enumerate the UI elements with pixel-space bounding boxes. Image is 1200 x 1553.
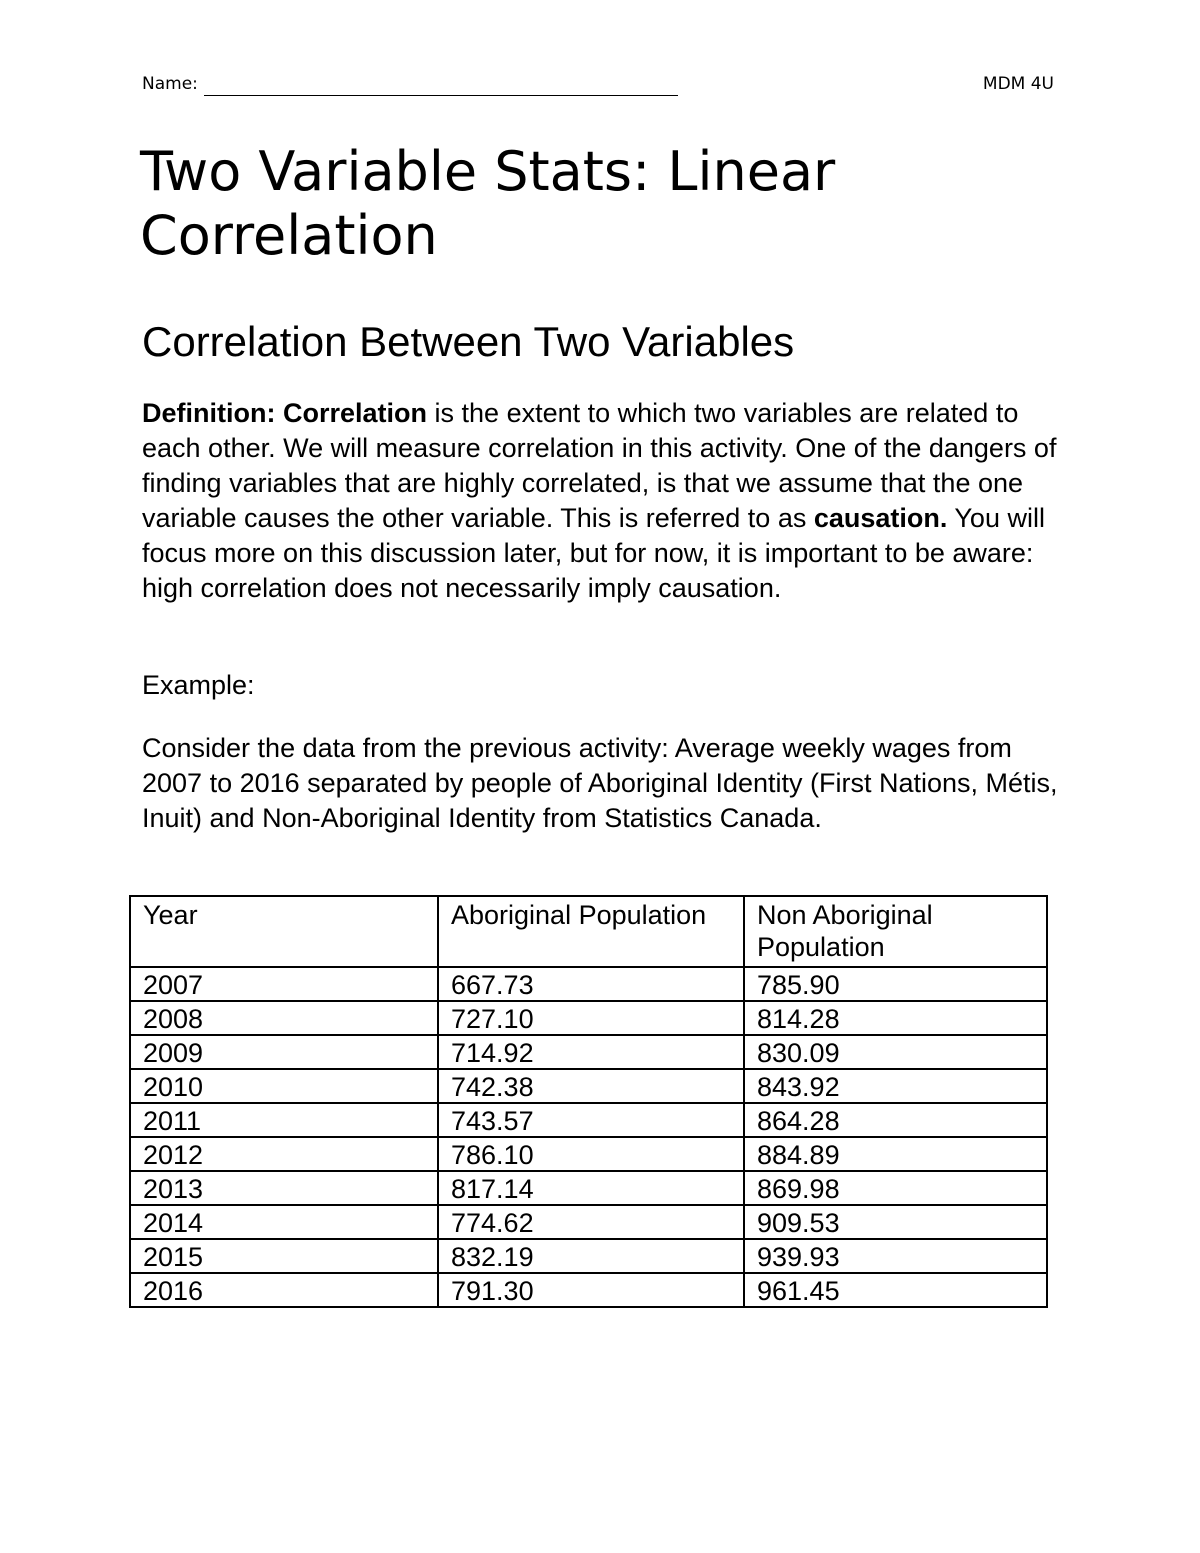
year-cell: 2016: [130, 1273, 438, 1307]
table-row: [130, 1239, 1047, 1273]
non-aboriginal-cell: 814.28: [744, 1001, 1047, 1035]
aboriginal-cell: 727.10: [438, 1001, 744, 1035]
year-cell: 2010: [130, 1069, 438, 1103]
page-header: [142, 74, 1054, 102]
definition-paragraph: [142, 396, 1062, 606]
non-aboriginal-cell: 961.45: [744, 1273, 1047, 1307]
non-aboriginal-cell: 909.53: [744, 1205, 1047, 1239]
table-row: [130, 1137, 1047, 1171]
non-aboriginal-cell: 864.28: [744, 1103, 1047, 1137]
non-aboriginal-cell: 884.89: [744, 1137, 1047, 1171]
table-row: [130, 1035, 1047, 1069]
section-heading: Correlation Between Two Variables: [142, 318, 795, 365]
definition-label: Definition:: [142, 398, 276, 428]
year-cell: 2009: [130, 1035, 438, 1069]
aboriginal-cell: 667.73: [438, 967, 744, 1001]
year-cell: 2007: [130, 967, 438, 1001]
aboriginal-cell: 832.19: [438, 1239, 744, 1273]
year-cell: 2014: [130, 1205, 438, 1239]
aboriginal-cell: 714.92: [438, 1035, 744, 1069]
aboriginal-cell: 817.14: [438, 1171, 744, 1205]
example-label: Example:: [142, 670, 255, 700]
correlation-term: Correlation: [283, 398, 428, 428]
course-code: MDM 4U: [982, 74, 1054, 94]
year-cell: 2012: [130, 1137, 438, 1171]
year-cell: 2013: [130, 1171, 438, 1205]
table-row: [130, 1205, 1047, 1239]
column-header-non-aboriginal: Non Aboriginal Population: [744, 896, 1047, 967]
column-header-year: Year: [130, 896, 438, 967]
causation-term: causation.: [813, 503, 948, 533]
table-row: [130, 1103, 1047, 1137]
column-header-aboriginal: Aboriginal Population: [438, 896, 744, 967]
non-aboriginal-cell: 939.93: [744, 1239, 1047, 1273]
definition-text-continued: You will focus more on this discussion later, but for now, it is important to be aware: high correlation does not necessarily imply causation.: [142, 503, 1045, 603]
aboriginal-cell: 786.10: [438, 1137, 744, 1171]
name-label: Name:: [142, 74, 198, 94]
year-cell: 2015: [130, 1239, 438, 1273]
aboriginal-cell: 791.30: [438, 1273, 744, 1307]
table-row: [130, 1069, 1047, 1103]
table-row: [130, 1171, 1047, 1205]
non-aboriginal-cell: 869.98: [744, 1171, 1047, 1205]
table-row: [130, 967, 1047, 1001]
page-title: Two Variable Stats: Linear Correlation: [140, 140, 836, 267]
table-row: [130, 1273, 1047, 1307]
name-blank-line: [204, 95, 678, 96]
definition-text: is the extent to which two variables are related to each other. We will measure correlation in this activity. One of the dangers of finding variables that are highly correlated, is that we assume that the one variable causes the other variable. This is referred to as: [142, 398, 1057, 533]
aboriginal-cell: 774.62: [438, 1205, 744, 1239]
year-cell: 2008: [130, 1001, 438, 1035]
non-aboriginal-cell: 843.92: [744, 1069, 1047, 1103]
aboriginal-cell: 743.57: [438, 1103, 744, 1137]
year-cell: 2011: [130, 1103, 438, 1137]
table-header-row: [130, 896, 1047, 967]
example-description: Consider the data from the previous activity: Average weekly wages from 2007 to 2016 separated by people of Aboriginal Identity (First Nations, Métis, Inuit) and Non-Aboriginal Identity from Statistics Canada.: [142, 733, 1058, 833]
table-row: [130, 1001, 1047, 1035]
non-aboriginal-cell: 830.09: [744, 1035, 1047, 1069]
wages-table: [129, 895, 1048, 1308]
aboriginal-cell: 742.38: [438, 1069, 744, 1103]
non-aboriginal-cell: 785.90: [744, 967, 1047, 1001]
